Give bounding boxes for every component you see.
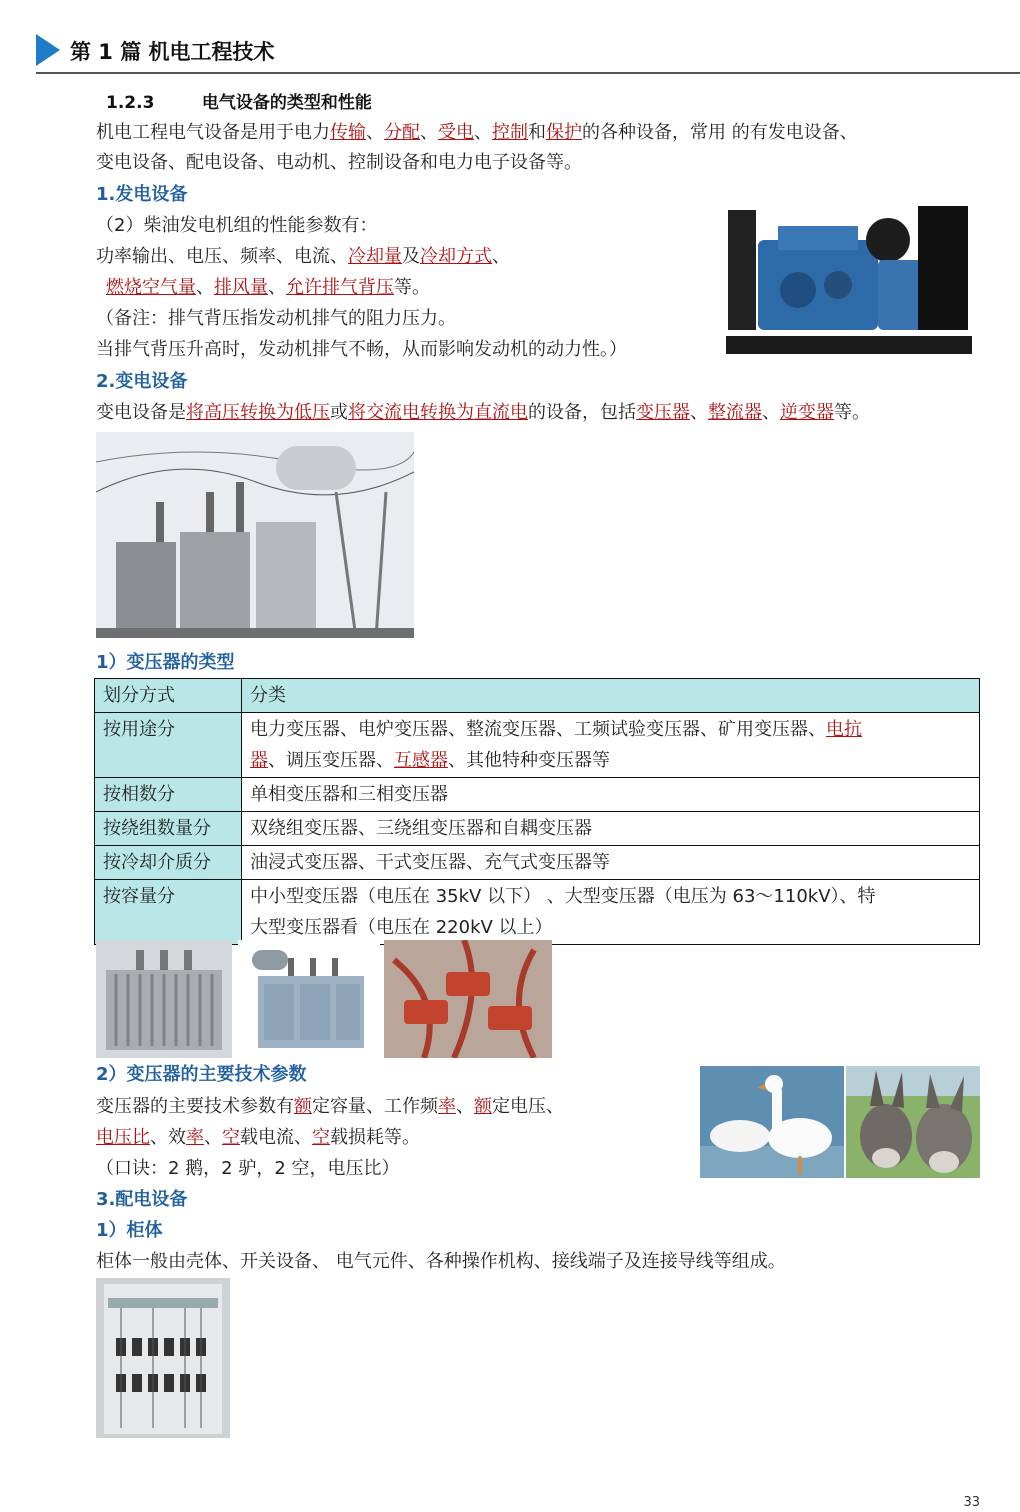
power-transformer-image <box>238 940 380 1058</box>
page-number: 33 <box>963 1495 980 1510</box>
table-cell: 油浸式变压器、干式变压器、充气式变压器等 <box>242 846 980 880</box>
transformer-params-line-2: 电压比、效率、空载电流、空载损耗等。 <box>96 1127 420 1148</box>
table-row <box>95 778 980 812</box>
transformer-equipment-line: 变电设备是将高压转换为低压或将交流电转换为直流电的设备，包括变压器、整流器、逆变器等。 <box>96 402 870 423</box>
generator-heading: 1.发电设备 <box>96 184 188 205</box>
transformer-params-line-1: 变压器的主要技术参数有额定容量、工作频率、额定电压、 <box>96 1096 564 1117</box>
table-row <box>95 812 980 846</box>
table-cell: 按冷却介质分 <box>95 846 242 880</box>
header-arrow-icon <box>36 34 60 66</box>
diesel-generator-image <box>718 200 978 360</box>
transformer-types-table <box>94 678 980 945</box>
table-cell: 双绕组变压器、三绕组变压器和自耦变压器 <box>242 812 980 846</box>
cabinet-heading: 1）柜体 <box>96 1220 163 1241</box>
distribution-cabinet-image <box>96 1278 230 1438</box>
table-header-row <box>95 679 980 713</box>
table-cell: 按绕组数量分 <box>95 812 242 846</box>
table-row <box>95 713 980 778</box>
generator-note-1: （备注：排气背压指发动机排气的阻力压力。 <box>96 308 456 329</box>
intro-line-1: 机电工程电气设备是用于电力传输、分配、受电、控制和保护的各种设备，常用 的有发电设备、 <box>96 122 858 143</box>
header-divider <box>36 72 1020 74</box>
table-row <box>95 846 980 880</box>
generator-params-line-2: 燃烧空气量、排风量、允许排气背压等。 <box>106 277 430 298</box>
oil-transformer-image <box>96 940 232 1058</box>
chapter-title: 第 1 篇 机电工程技术 <box>70 40 275 64</box>
transformer-equipment-heading: 2.变电设备 <box>96 371 188 392</box>
transformer-types-heading: 1）变压器的类型 <box>96 652 235 673</box>
table-cell: 中小型变压器（电压在 35kV 以下） 、大型变压器（电压为 63～110kV）、特 大型变压器看（电压在 220kV 以上） <box>242 880 980 945</box>
cabinet-description: 柜体一般由壳体、开关设备、 电气元件、各种操作机构、接线端子及连接导线等组成。 <box>96 1251 786 1272</box>
table-cell: 电力变压器、电炉变压器、整流变压器、工频试验变压器、矿用变压器、电抗 器、调压变压器、互感器、其他特种变压器等 <box>242 713 980 778</box>
table-row <box>95 880 980 945</box>
substation-transformer-image <box>96 432 414 638</box>
section-heading: 1.2.3 电气设备的类型和性能 <box>106 93 372 113</box>
mnemonic-text: （口诀：2 鹅，2 驴，2 空，电压比） <box>96 1158 400 1179</box>
donkeys-image <box>846 1066 980 1178</box>
generator-note-2: 当排气背压升高时，发动机排气不畅，从而影响发动机的动力性。） <box>96 339 627 360</box>
table-header-cell: 分类 <box>242 679 980 713</box>
generator-subheading: （2）柴油发电机组的性能参数有： <box>96 215 378 236</box>
table-header-cell: 划分方式 <box>95 679 242 713</box>
distribution-heading: 3.配电设备 <box>96 1189 188 1210</box>
mutual-inductor-image <box>384 940 552 1058</box>
transformer-params-heading: 2）变压器的主要技术参数 <box>96 1064 307 1085</box>
table-cell: 按相数分 <box>95 778 242 812</box>
intro-line-2: 变电设备、配电设备、电动机、控制设备和电力电子设备等。 <box>96 152 582 173</box>
geese-image <box>700 1066 844 1178</box>
table-cell: 单相变压器和三相变压器 <box>242 778 980 812</box>
table-cell: 按容量分 <box>95 880 242 945</box>
table-cell: 按用途分 <box>95 713 242 778</box>
generator-params-line-1: 功率输出、电压、频率、电流、冷却量及冷却方式、 <box>96 246 510 267</box>
